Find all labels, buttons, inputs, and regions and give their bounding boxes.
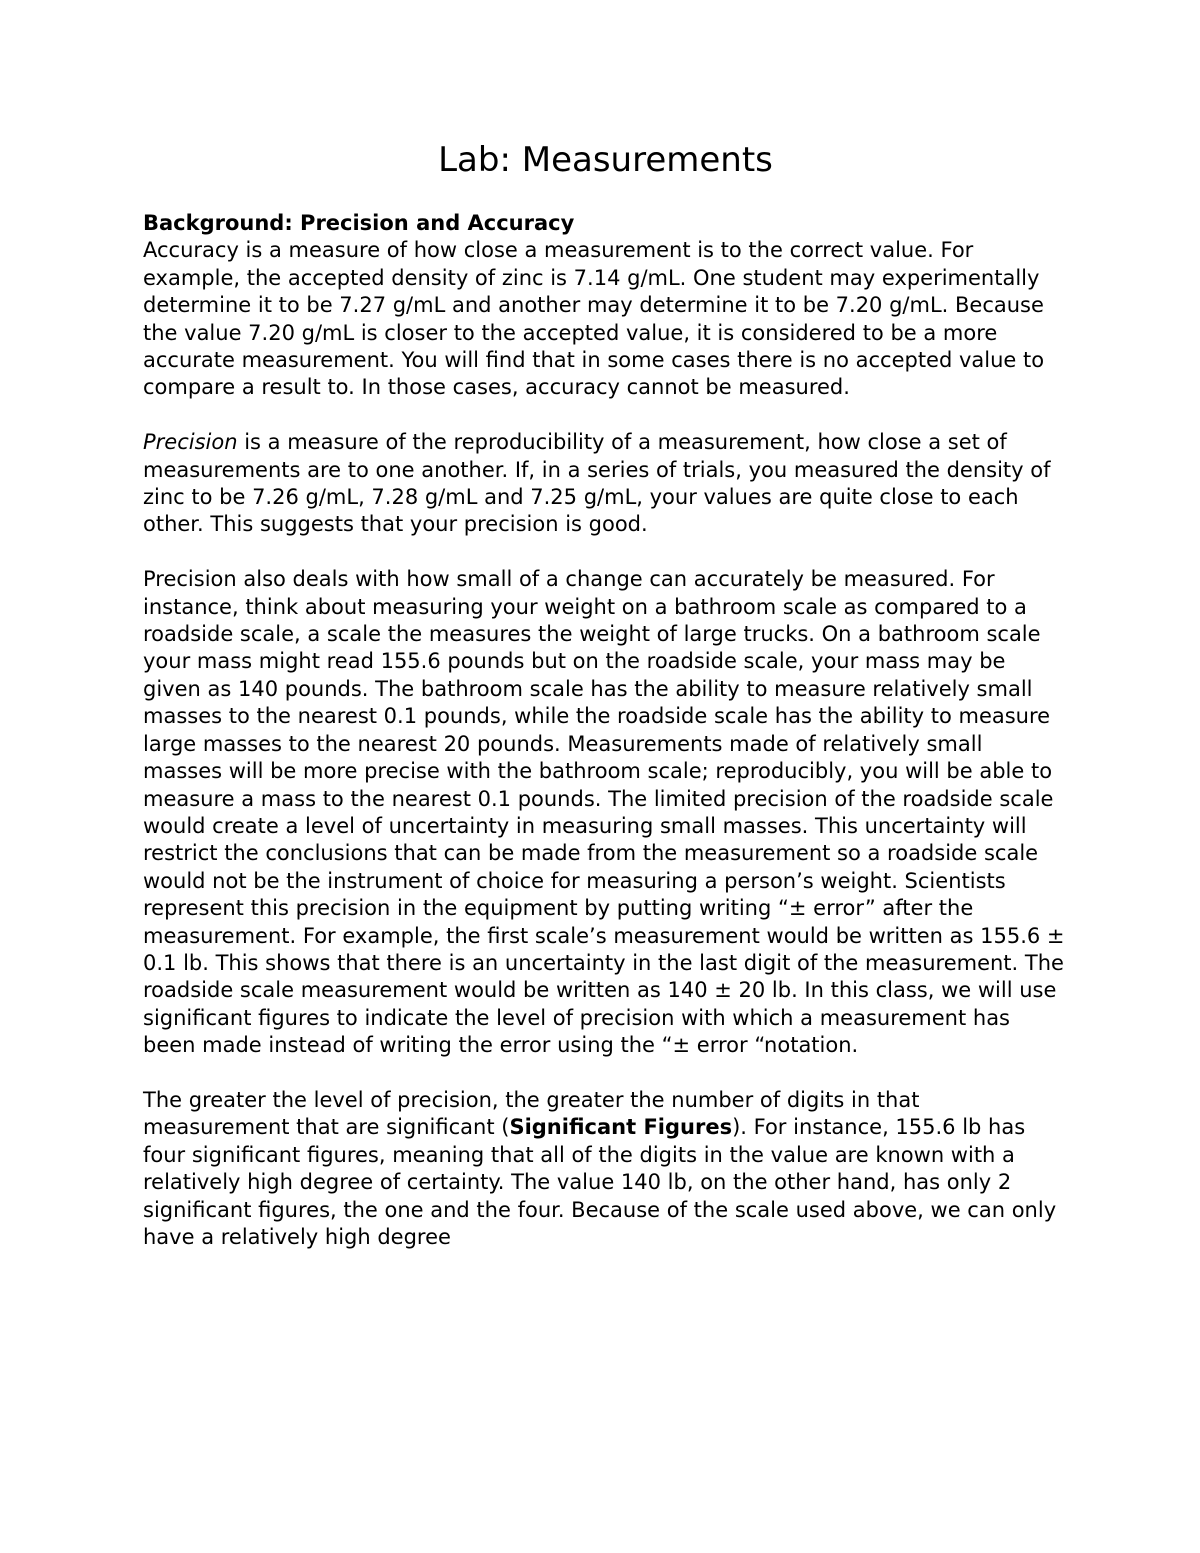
document-page bbox=[143, 138, 1068, 1279]
section-heading: Background: Precision and Accuracy bbox=[143, 211, 575, 235]
precision-text: is a measure of the reproducibility of a measurement, how close a set of measurements are to one another. If, in a series of trials, you measured the density of zinc to be 7.26 g/mL, 7.28 g/mL and 7.25 g/mL, your values are quite close to each other. This suggests that your precision is good. bbox=[143, 430, 1051, 537]
paragraph-accuracy: Accuracy is a measure of how close a measurement is to the correct value. For example, the accepted density of zinc is 7.14 g/mL. One student may experimentally determine it to be 7.27 g/mL and another may determine it to be 7.20 g/mL. Because the value 7.20 g/mL is closer to the accepted value, it is considered to be a more accurate measurement. You will find that in some cases there is no accepted value to compare a result to. In those cases, accuracy cannot be measured. bbox=[143, 238, 1045, 400]
sigfig-text-after: ). For instance, 155.6 lb has four significant figures, meaning that all of the digits in the value are known with a relatively high degree of certainty. The value 140 lb, on the other hand, has only 2 significant figures, the one and the four. Because of the scale used above, we can only have a relatively high degree bbox=[143, 1115, 1057, 1249]
paragraph-scale-example: Precision also deals with how small of a change can accurately be measured. For instance, think about measuring your weight on a bathroom scale as compared to a roadside scale, a scale the measures the weight of large trucks. On a bathroom scale your mass might read 155.6 pounds but on the roadside scale, your mass may be given as 140 pounds. The bathroom scale has the ability to measure relatively small masses to the nearest 0.1 pounds, while the roadside scale has the ability to measure large masses to the nearest 20 pounds. Measurements made of relatively small masses will be more precise with the bathroom scale; reproducibly, you will be able to measure a mass to the nearest 0.1 pounds. The limited precision of the roadside scale would create a level of uncertainty in measuring small masses. This uncertainty will restrict the conclusions that can be made from the measurement so a roadside scale would not be the instrument of choice for measuring a person’s weight. Scientists represent this precision in the equipment by putting writing “± error” after the measurement. For example, the first scale’s measurement would be written as 155.6 ± 0.1 lb. This shows that there is an uncertainty in the last digit of the measurement. The roadside scale measurement would be written as 140 ± 20 lb. In this class, we will use significant figures to indicate the level of precision with which a measurement has been made instead of writing the error using the “± error “notation. bbox=[143, 567, 1065, 1058]
paragraph-significant-figures bbox=[143, 1087, 1068, 1251]
page-title: Lab: Measurements bbox=[438, 140, 773, 180]
sigfig-text-before: The greater the level of precision, the greater the number of digits in that measurement that are significant ( bbox=[143, 1087, 920, 1140]
paragraph-precision bbox=[143, 429, 1068, 539]
sigfig-term: Significant Figures bbox=[509, 1115, 733, 1140]
precision-term: Precision bbox=[143, 430, 238, 455]
